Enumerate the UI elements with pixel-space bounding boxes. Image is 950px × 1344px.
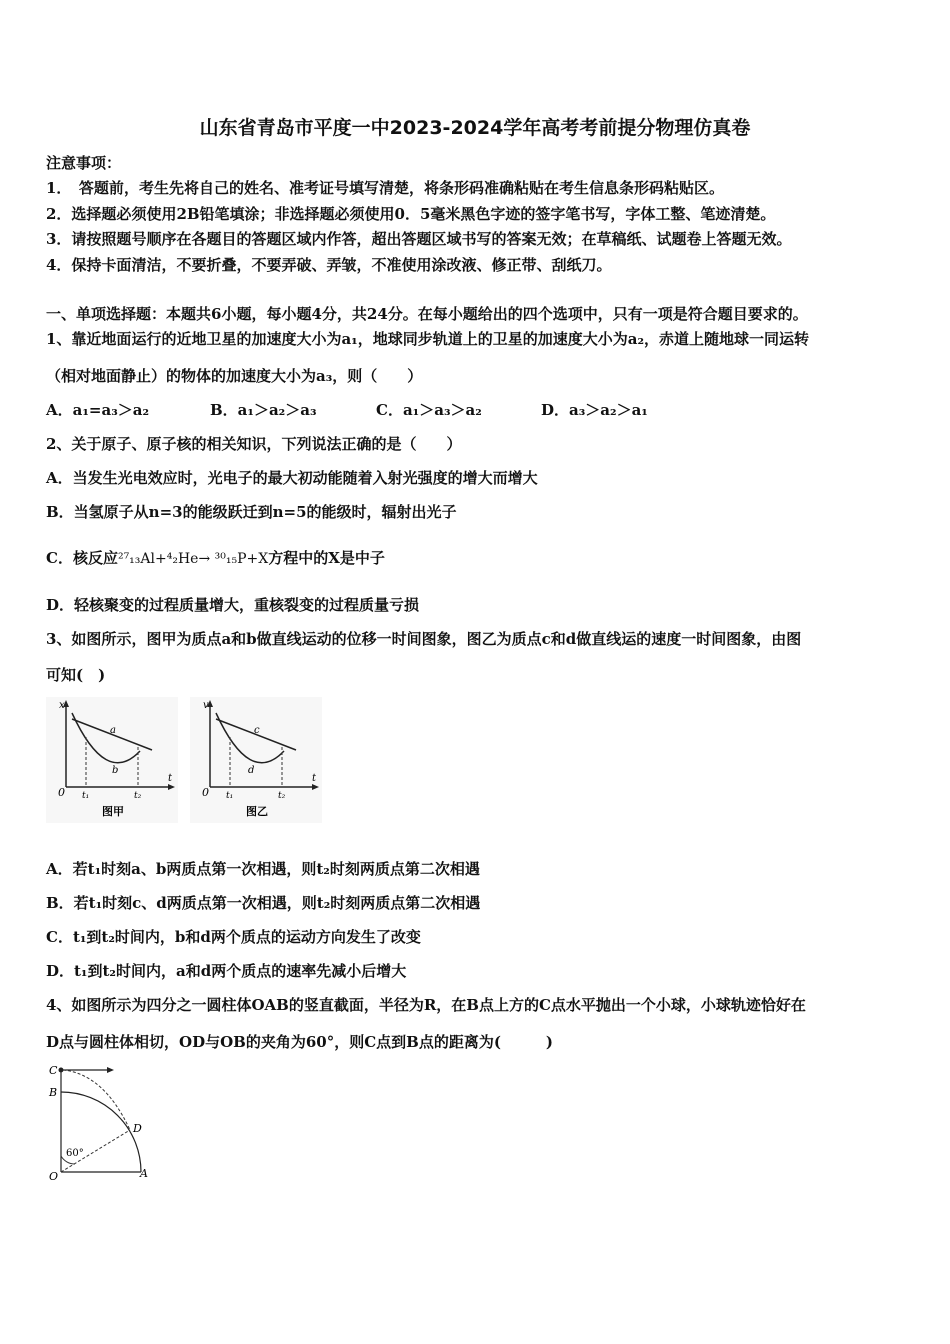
fig-yi-line-c: c [254,725,260,736]
fig-jia-caption: 图甲 [102,805,124,818]
fig-jia-xlabel: t [168,773,173,784]
label-b: B [49,1086,58,1099]
figure-quarter-cylinder [44,1060,164,1184]
fig-yi-t2: t₂ [278,791,286,801]
q3-option-d: D．t₁到t₂时间内，a和d两个质点的速率先减小后增大 [46,962,407,980]
notice-item-2: 2．选择题必须使用2B铅笔填涂；非选择题必须使用0．5毫米黑色字迹的签字笔书写，字体工整、笔迹清楚。 [46,205,776,223]
label-d: D [133,1122,142,1135]
q4-stem-line1: 4、如图所示为四分之一圆柱体OAB的竖直截面，半径为R，在B点上方的C点水平抛出一个小球，小球轨迹恰好在 [46,996,806,1014]
section-heading: 一、单项选择题：本题共6小题，每小题4分，共24分。在每小题给出的四个选项中，只有一项是符合题目要求的。 [46,305,808,323]
point-c-marker [59,1068,64,1073]
q1-option-b: B．a₁＞a₂＞a₃ [210,401,317,419]
notice-item-1: 1． 答题前，考生先将自己的姓名、准考证号填写清楚，将条形码准确粘贴在考生信息条形码粘贴区。 [46,179,724,197]
fig-yi-t1: t₁ [226,791,234,801]
fig-jia-t1: t₁ [82,791,90,801]
q3-option-c: C．t₁到t₂时间内，b和d两个质点的运动方向发生了改变 [46,928,421,946]
label-c: C [49,1064,58,1077]
q1-stem-line1: 1、靠近地面运行的近地卫星的加速度大小为a₁，地球同步轨道上的卫星的加速度大小为a₂，赤道上随地球一同运转 [46,330,810,348]
q2-option-c [46,547,385,568]
fig-yi-curve-d: d [248,765,255,776]
q1-stem-line2: （相对地面静止）的物体的加速度大小为a₃，则（ ） [46,367,423,385]
fig-yi-ylabel: v [203,700,209,711]
q2-option-c-suffix: 方程中的X是中子 [268,549,385,567]
q3-stem-line1: 3、如图所示，图甲为质点a和b做直线运动的位移一时间图象，图乙为质点c和d做直线运的速度一时间图象，由图 [46,630,802,648]
q2-option-a: A．当发生光电效应时，光电子的最大初动能随着入射光强度的增大而增大 [46,469,538,487]
q1-option-a: A．a₁=a₃＞a₂ [46,401,150,419]
q3-option-b: B．若t₁时刻c、d两质点第一次相遇，则t₂时刻两质点第二次相遇 [46,894,481,912]
q1-option-d: D．a₃＞a₂＞a₁ [541,401,648,419]
figure-jia [46,697,178,823]
notice-item-3: 3．请按照题号顺序在各题目的答题区域内作答，超出答题区域书写的答案无效；在草稿纸、试题卷上答题无效。 [46,230,792,248]
notice-heading: 注意事项： [46,154,122,172]
fig-yi-xlabel: t [312,773,317,784]
fig-yi-origin: 0 [202,786,209,799]
q2-option-d: D．轻核聚变的过程质量增大，重核裂变的过程质量亏损 [46,596,420,614]
q2-option-b: B．当氢原子从n=3的能级跃迁到n=5的能级时，辐射出光子 [46,503,457,521]
q3-option-a: A．若t₁时刻a、b两质点第一次相遇，则t₂时刻两质点第二次相遇 [46,860,480,878]
label-angle: 60° [66,1148,84,1159]
q3-stem-line2: 可知( ) [46,666,106,684]
nuclear-equation: ²⁷₁₃Al+⁴₂He→ ³⁰₁₅P+X [117,551,269,567]
notice-item-4: 4．保持卡面清洁，不要折叠，不要弄破、弄皱，不准使用涂改液、修正带、刮纸刀。 [46,256,612,274]
label-o: O [49,1170,59,1183]
figure-yi [190,697,322,823]
page-title: 山东省青岛市平度一中2023-2024学年高考考前提分物理仿真卷 [199,117,751,139]
q2-option-c-prefix: C．核反应 [46,549,118,567]
label-a: A [140,1167,148,1180]
fig-yi-caption: 图乙 [246,805,268,818]
q1-option-c: C．a₁＞a₃＞a₂ [376,401,482,419]
fig-jia-curve-b: b [112,765,119,776]
q4-stem-line2: D点与圆柱体相切，OD与OB的夹角为60°，则C点到B点的距离为( ) [46,1033,554,1051]
fig-jia-origin: 0 [58,786,65,799]
fig-jia-ylabel: x [59,700,65,711]
fig-jia-t2: t₂ [134,791,142,801]
fig-jia-line-a: a [110,725,116,736]
q2-stem: 2、关于原子、原子核的相关知识，下列说法正确的是（ ） [46,435,462,453]
